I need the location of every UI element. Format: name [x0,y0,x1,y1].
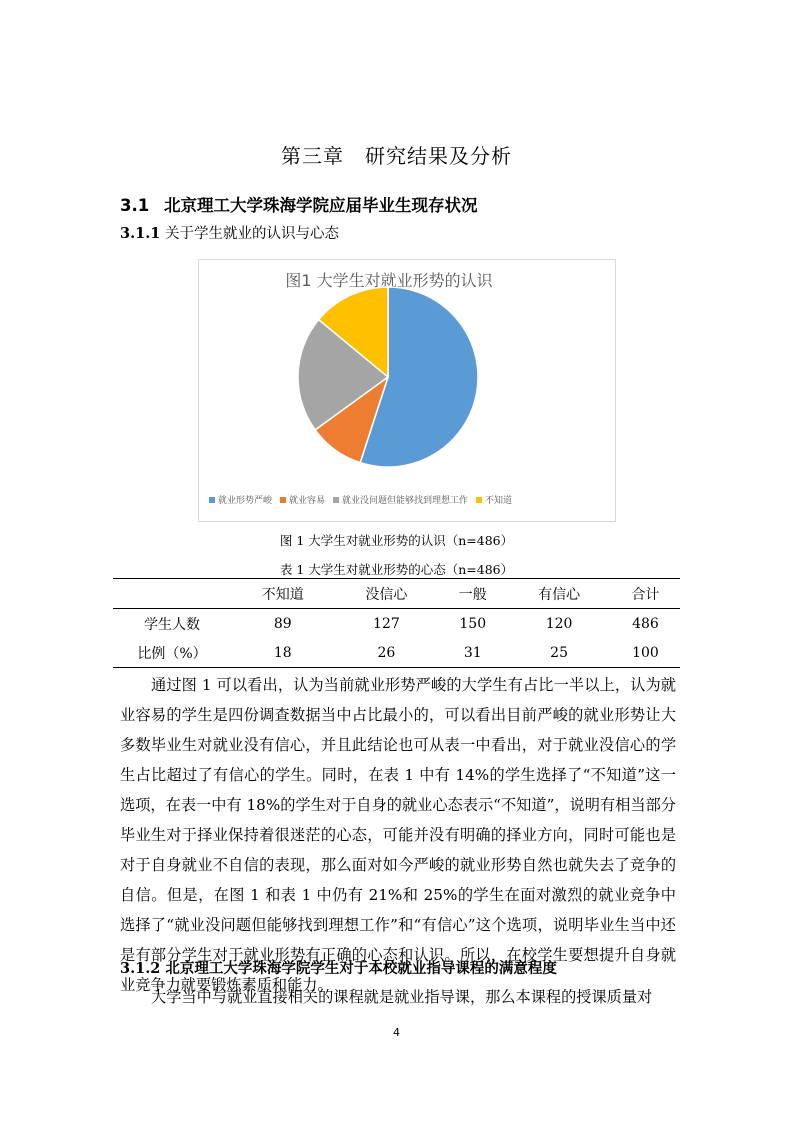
figure-caption: 图 1 大学生对就业形势的认识（n=486） [279,533,514,548]
chapter-title: 第三章 研究结果及分析 [281,144,512,168]
table-cell: 120 [545,615,573,632]
table-cell: 150 [459,615,487,632]
section-heading [120,192,478,216]
table-header-row [113,579,680,609]
table-cell: 学生人数 [144,616,200,633]
legend-swatch [209,497,215,503]
legend-label: 不知道 [485,496,513,506]
table-cell: 31 [438,638,507,668]
section-number: 3.1 [120,196,150,215]
table-cell: 100 [611,638,680,668]
subsection-title: 北京理工大学珠海学院学生对于本校就业指导课程的满意程度 [160,960,557,977]
pie-chart [198,259,616,522]
subsection-number: 3.1.2 [120,960,161,977]
table-header-cell: 没信心 [335,579,439,609]
section-title: 北京理工大学珠海学院应届毕业生现存状况 [164,196,478,215]
table-cell: 486 [632,615,659,632]
table-header-cell [113,579,231,609]
legend-label: 就业容易 [289,496,326,506]
table-cell: 18 [231,638,335,668]
table-cell: 26 [335,638,439,668]
table-cell: 25 [507,638,611,668]
subsection-number: 3.1.1 [120,225,161,242]
table-cell: 比例（%） [113,638,231,668]
table-caption: 表 1 大学生对就业形势的心态（n=486） [279,562,514,577]
page-number: 4 [393,1026,400,1039]
table-header-cell: 合计 [611,579,680,609]
data-table [113,578,680,668]
table-header-cell: 有信心 [507,579,611,609]
pie-chart-svg [199,260,615,521]
subsection-heading [120,222,339,243]
legend-swatch [476,497,482,503]
table-row [113,638,680,668]
table-cell: 127 [373,615,400,632]
table-header-cell: 不知道 [231,579,335,609]
subsection-heading [120,957,557,978]
body-paragraph: 通过图 1 可以看出，认为当前就业形势严峻的大学生有占比一半以上，认为就业容易的学生是四份调查数据当中占比最小的，可以看出目前严峻的就业形势让大多数毕业生对就业没有信心，并且此结论也可从表一中看出，对于就业没信心的学生占比超过了有信心的学生。同时，在表 1 中有 14%的学生选择了“不知道”这一选项，在表一中有 18%的学生对于自身的就业心态表示“不知道”，说明有相当部分毕业生对于择业保持着很迷茫的心态，可能并没有明确的择业方向，同时可能也是对于自身就业不自信的表现，那么面对如今严峻的就业形势自然也就失去了竞争的自信。但是，在图 1 和表 1 中仍有 21%和 25%的学生在面对激烈的就业竞争中选择了“就业没问题但能够找到理想工作”和“有信心”这个选项，说明毕业生当中还是有部分学生对于就业形势有正确的心态和认识。所以，在校学生要想提升自身就业竞争力就要锻炼素质和能力。 [120,676,676,994]
legend-label: 就业没问题但能够找到理想工作 [342,496,469,506]
body-paragraph: 大学当中与就业直接相关的课程就是就业指导课，那么本课程的授课质量对 [151,988,653,1006]
legend-swatch [333,497,339,503]
table-row [113,609,680,639]
subsection-title: 关于学生就业的认识与心态 [160,226,339,242]
chart-title: 图1 大学生对就业形势的认识 [285,271,493,290]
legend-swatch [280,497,286,503]
table-cell: 89 [273,615,292,632]
legend-label: 就业形势严峻 [218,496,273,506]
table-header-cell: 一般 [438,579,507,609]
